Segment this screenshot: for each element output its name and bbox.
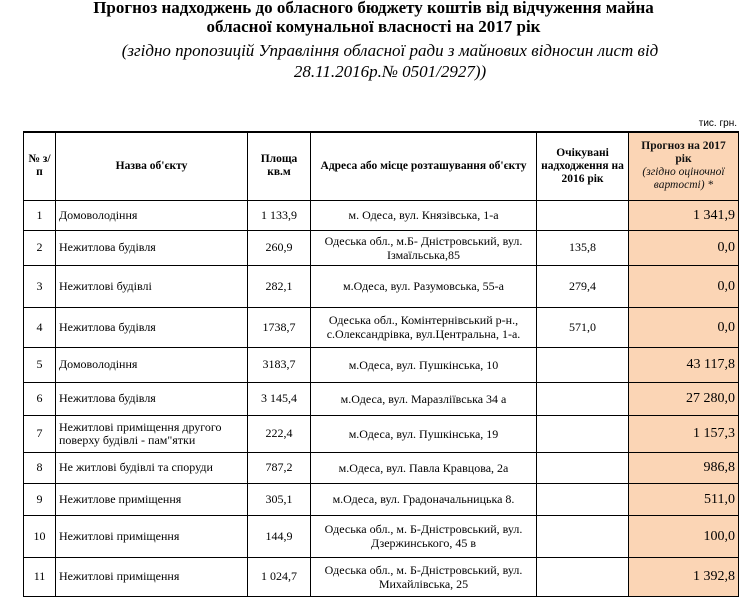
row-address: Одеська обл., Комінтернівський р-н., с.Олександрівка, вул.Центральна, 1-а. xyxy=(311,307,537,347)
row-forecast: 27 280,0 xyxy=(629,382,739,415)
row-address: м.Одеса, вул. Пушкінська, 10 xyxy=(311,347,537,382)
row-expected: 279,4 xyxy=(537,265,629,307)
row-forecast: 1 392,8 xyxy=(629,557,739,596)
row-num: 7 xyxy=(24,415,56,452)
row-num: 11 xyxy=(24,557,56,596)
row-forecast: 511,0 xyxy=(629,483,739,515)
row-area: 222,4 xyxy=(248,415,311,452)
header-forecast-note: (згідно оціночної вартості) * xyxy=(642,166,725,192)
row-name: Нежитлова будівля xyxy=(56,382,248,415)
row-name: Нежитлова будівля xyxy=(56,230,248,265)
table-row xyxy=(24,483,739,515)
row-num: 9 xyxy=(24,483,56,515)
row-expected xyxy=(537,415,629,452)
row-area: 305,1 xyxy=(248,483,311,515)
row-name: Нежитлові будівлі xyxy=(56,265,248,307)
table-row xyxy=(24,382,739,415)
row-name: Нежитлове приміщення xyxy=(56,483,248,515)
row-forecast: 0,0 xyxy=(629,265,739,307)
row-forecast: 0,0 xyxy=(629,230,739,265)
header-forecast xyxy=(629,132,739,200)
unit-label: тис. грн. xyxy=(698,118,737,129)
row-num: 8 xyxy=(24,452,56,483)
row-expected xyxy=(537,382,629,415)
row-forecast: 1 157,3 xyxy=(629,415,739,452)
row-num: 5 xyxy=(24,347,56,382)
row-address: м. Одеса, вул. Князівська, 1-а xyxy=(311,200,537,230)
table-row xyxy=(24,230,739,265)
table-row xyxy=(24,307,739,347)
row-name: Домоволодіння xyxy=(56,200,248,230)
table-row xyxy=(24,415,739,452)
row-num: 4 xyxy=(24,307,56,347)
row-address: м.Одеса, вул. Пушкінська, 19 xyxy=(311,415,537,452)
forecast-table xyxy=(23,131,739,597)
row-name: Нежитлові приміщення xyxy=(56,515,248,557)
row-num: 10 xyxy=(24,515,56,557)
row-address: м.Одеса, вул. Павла Кравцова, 2а xyxy=(311,452,537,483)
row-address: Одеська обл., м.Б- Дністровський, вул. Ізмаїльська,85 xyxy=(311,230,537,265)
row-area: 144,9 xyxy=(248,515,311,557)
row-forecast: 100,0 xyxy=(629,515,739,557)
row-num: 2 xyxy=(24,230,56,265)
table-row xyxy=(24,452,739,483)
row-area: 282,1 xyxy=(248,265,311,307)
row-area: 3183,7 xyxy=(248,347,311,382)
header-area: Площа кв.м xyxy=(248,132,311,200)
row-area: 787,2 xyxy=(248,452,311,483)
row-forecast: 43 117,8 xyxy=(629,347,739,382)
row-num: 3 xyxy=(24,265,56,307)
table-row xyxy=(24,515,739,557)
row-address: м.Одеса, вул. Маразліївська 34 а xyxy=(311,382,537,415)
table-header-row xyxy=(24,132,739,200)
row-num: 6 xyxy=(24,382,56,415)
row-expected xyxy=(537,347,629,382)
row-expected xyxy=(537,452,629,483)
header-num: № з/п xyxy=(24,132,56,200)
table-row xyxy=(24,347,739,382)
row-name: Домоволодіння xyxy=(56,347,248,382)
row-forecast: 1 341,9 xyxy=(629,200,739,230)
row-name: Не житлові будівлі та споруди xyxy=(56,452,248,483)
header-expected: Очікувані надходження на 2016 рік xyxy=(537,132,629,200)
row-name: Нежитлові приміщення xyxy=(56,557,248,596)
row-area: 1738,7 xyxy=(248,307,311,347)
row-area: 1 024,7 xyxy=(248,557,311,596)
document-subtitle-line2: 28.11.2016р.№ 0501/2927)) xyxy=(293,62,487,81)
row-num: 1 xyxy=(24,200,56,230)
header-forecast-label: Прогноз на 2017 рік xyxy=(641,140,726,166)
row-expected: 135,8 xyxy=(537,230,629,265)
row-name: Нежитлові приміщення другого поверху будівлі - пам"ятки xyxy=(56,415,248,452)
header-name: Назва об'єкту xyxy=(56,132,248,200)
row-forecast: 0,0 xyxy=(629,307,739,347)
header-address: Адреса або місце розташування об'єкту xyxy=(311,132,537,200)
row-area: 1 133,9 xyxy=(248,200,311,230)
table-row xyxy=(24,265,739,307)
document-title-line1: Прогноз надходжень до обласного бюджету коштів від відчуження майна xyxy=(93,0,654,17)
row-expected xyxy=(537,557,629,596)
row-expected xyxy=(537,200,629,230)
row-expected xyxy=(537,483,629,515)
row-area: 3 145,4 xyxy=(248,382,311,415)
document-subtitle-line1: (згідно пропозицій Управління обласної ради з майнових відносин лист від xyxy=(121,41,659,60)
row-address: Одеська обл., м. Б-Дністровський, вул. Дзержинського, 45 в xyxy=(311,515,537,557)
row-address: м.Одеса, вул. Градоначальницька 8. xyxy=(311,483,537,515)
row-expected xyxy=(537,515,629,557)
table-row xyxy=(24,200,739,230)
table-row xyxy=(24,557,739,596)
row-address: Одеська обл., м. Б-Дністровський, вул. Михайлівська, 25 xyxy=(311,557,537,596)
row-forecast: 986,8 xyxy=(629,452,739,483)
row-expected: 571,0 xyxy=(537,307,629,347)
document-title-line2: обласної комунальної власності на 2017 рік xyxy=(206,17,541,36)
row-area: 260,9 xyxy=(248,230,311,265)
row-name: Нежитлова будівля xyxy=(56,307,248,347)
row-address: м.Одеса, вул. Разумовська, 55-а xyxy=(311,265,537,307)
